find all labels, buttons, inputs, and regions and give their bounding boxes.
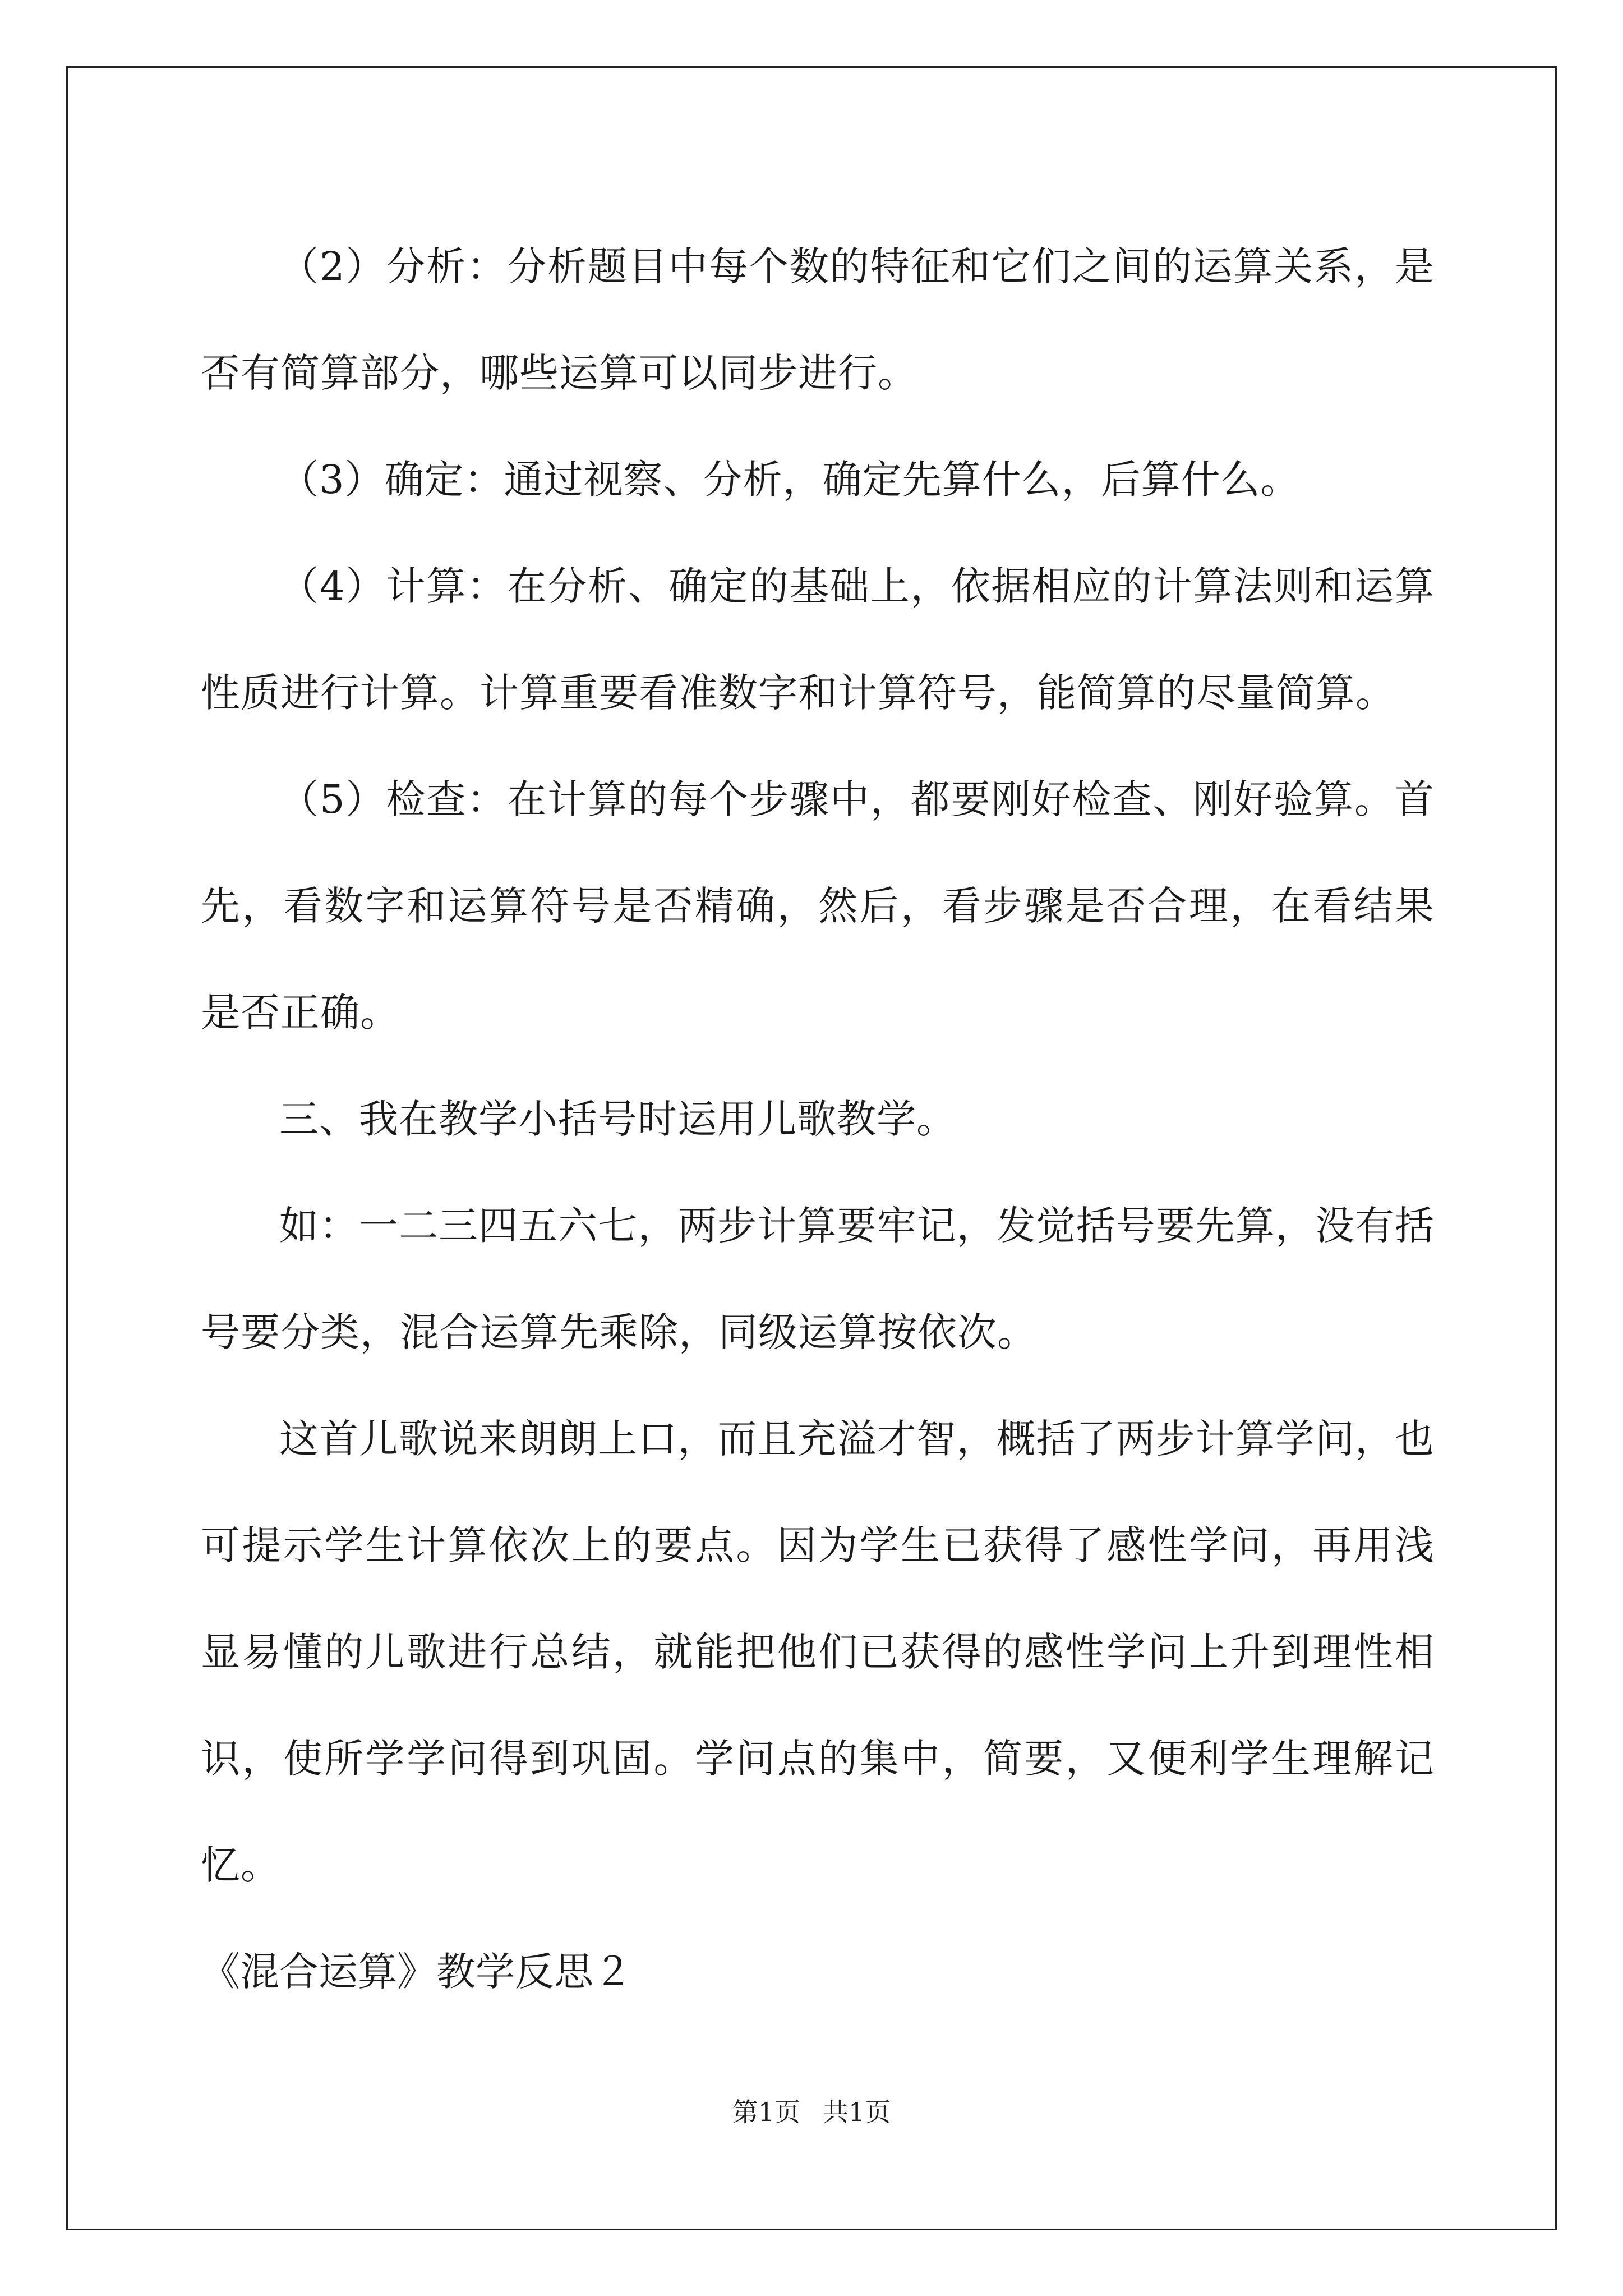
paragraph-calculate: （4）计算：在分析、确定的基础上，依据相应的计算法则和运算性质进行计算。计算重要看准数字和计算符号，能简算的尽量简算。: [201, 563, 1435, 716]
page-total: 共1页: [823, 2097, 891, 2127]
paragraph-analyze: （2）分析：分析题目中每个数的特征和它们之间的运算关系，是否有简算部分，哪些运算可以同步进行。: [201, 243, 1435, 396]
paragraph-check: （5）检查：在计算的每个步骤中，都要刚好检查、刚好验算。首先，看数字和运算符号是否精确，然后，看步骤是否合理，在看结果是否正确。: [201, 776, 1435, 1036]
paragraph-determine: （3）确定：通过视察、分析，确定先算什么，后算什么。: [279, 457, 1301, 503]
page-number: 第1页: [732, 2097, 800, 2127]
document-body: [201, 213, 1435, 2025]
paragraph-section-three: 三、我在教学小括号时运用儿歌教学。: [279, 1096, 956, 1142]
section-heading: 《混合运算》教学反思２: [201, 1949, 633, 1995]
paragraph-rhyme-explanation: 这首儿歌说来朗朗上口，而且充溢才智，概括了两步计算学问，也可提示学生计算依次上的要点。因为学生已获得了感性学问，再用浅显易懂的儿歌进行总结，就能把他们已获得的感性学问上升到理性相识，使所学学问得到巩固。学问点的集中，简要，又便利学生理解记忆。: [201, 1416, 1435, 1888]
paragraph-rhyme: 如：一二三四五六七，两步计算要牢记，发觉括号要先算，没有括号要分类，混合运算先乘除，同级运算按依次。: [201, 1203, 1435, 1355]
page-footer: [0, 2095, 1623, 2129]
